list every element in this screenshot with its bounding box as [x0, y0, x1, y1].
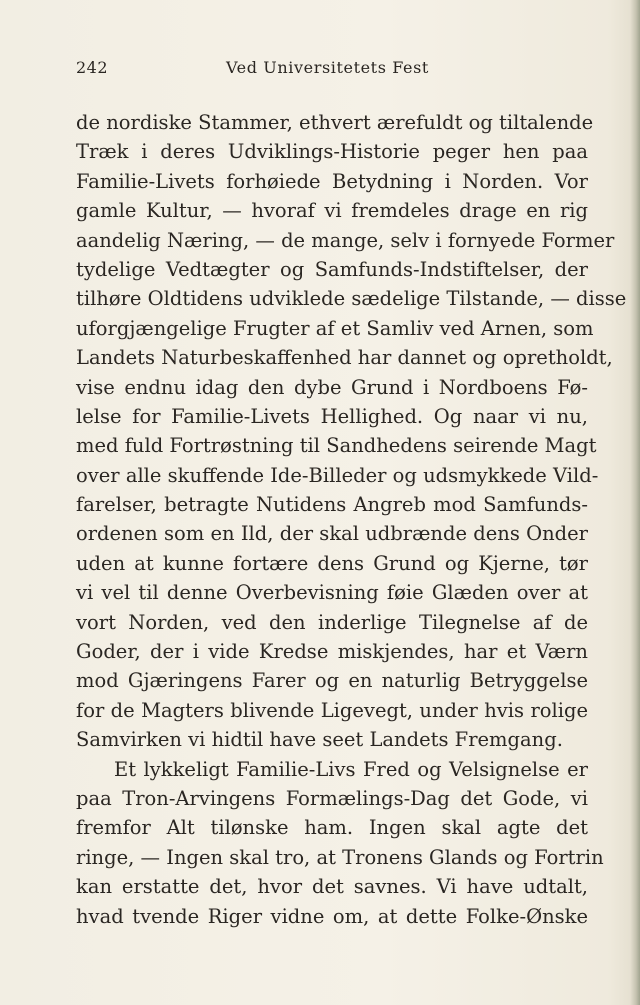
text-line: Goder, der i vide Kredse miskjendes, har et Værn	[76, 640, 588, 664]
text-line: vi vel til denne Overbevisning føie Glæden over at	[76, 581, 588, 605]
text-line: Landets Naturbeskaffenhed har dannet og opretholdt,	[76, 346, 613, 370]
text-line: tilhøre Oldtidens udviklede sædelige Tilstande, — disse	[76, 287, 627, 311]
text-line: for de Magters blivende Ligevegt, under hvis rolige	[76, 698, 588, 722]
text-line: fremfor Alt tilønske ham. Ingen skal agte det	[76, 816, 588, 840]
text-line: de nordiske Stammer, ethvert ærefuldt og tiltalende	[76, 111, 594, 134]
text-line: vise endnu idag den dybe Grund i Nordboens Fø-	[76, 375, 588, 399]
text-line-paragraph-end: Samvirken vi hidtil have seet Landets Fremgang.	[76, 728, 563, 752]
text-line: uforgjængelige Frugter af et Samliv ved Arnen, som	[76, 316, 594, 340]
text-line: Træk i deres Udviklings-Historie peger hen paa	[76, 140, 588, 164]
text-line: lelse for Familie-Livets Hellighed. Og naar vi nu,	[76, 404, 588, 428]
text-line: Familie-Livets forhøiede Betydning i Norden. Vor	[76, 169, 588, 193]
text-line: gamle Kultur, — hvoraf vi fremdeles drage en rig	[76, 199, 588, 223]
page-number: 242	[76, 58, 109, 77]
text-line: kan erstatte det, hvor det savnes. Vi have udtalt,	[76, 875, 588, 899]
text-line: ordenen som en Ild, der skal udbrænde dens Onder	[76, 522, 588, 546]
text-line: med fuld Fortrøstning til Sandhedens seirende Magt	[76, 434, 597, 458]
text-line: farelser, betragte Nutidens Angreb mod Samfunds-	[76, 493, 588, 517]
text-line: paa Tron-Arvingens Formælings-Dag det Gode, vi	[76, 786, 588, 810]
text-line: vort Norden, ved den inderlige Tilegnelse af de	[76, 610, 588, 634]
text-line: ringe, — Ingen skal tro, at Tronens Glands og Fortrin	[76, 845, 604, 869]
text-line: aandelig Næring, — de mange, selv i fornyede Former	[76, 228, 615, 252]
text-line: mod Gjæringens Farer og en naturlig Betryggelse	[76, 669, 588, 693]
running-header	[76, 58, 588, 84]
text-line-paragraph-start: Et lykkeligt Familie-Livs Fred og Velsignelse er	[114, 757, 588, 781]
page-edge-shadow	[630, 0, 640, 1005]
text-line: uden at kunne fortære dens Grund og Kjerne, tør	[76, 551, 588, 575]
text-line: tydelige Vedtægter og Samfunds-Indstiftelser, der	[76, 257, 588, 281]
text-line: hvad tvende Riger vidne om, at dette Folke-Ønske	[76, 904, 588, 928]
text-line: over alle skuffende Ide-Billeder og udsmykkede Vild-	[76, 463, 599, 487]
running-title: Ved Universitetets Fest	[226, 58, 429, 77]
body-text	[76, 108, 627, 931]
